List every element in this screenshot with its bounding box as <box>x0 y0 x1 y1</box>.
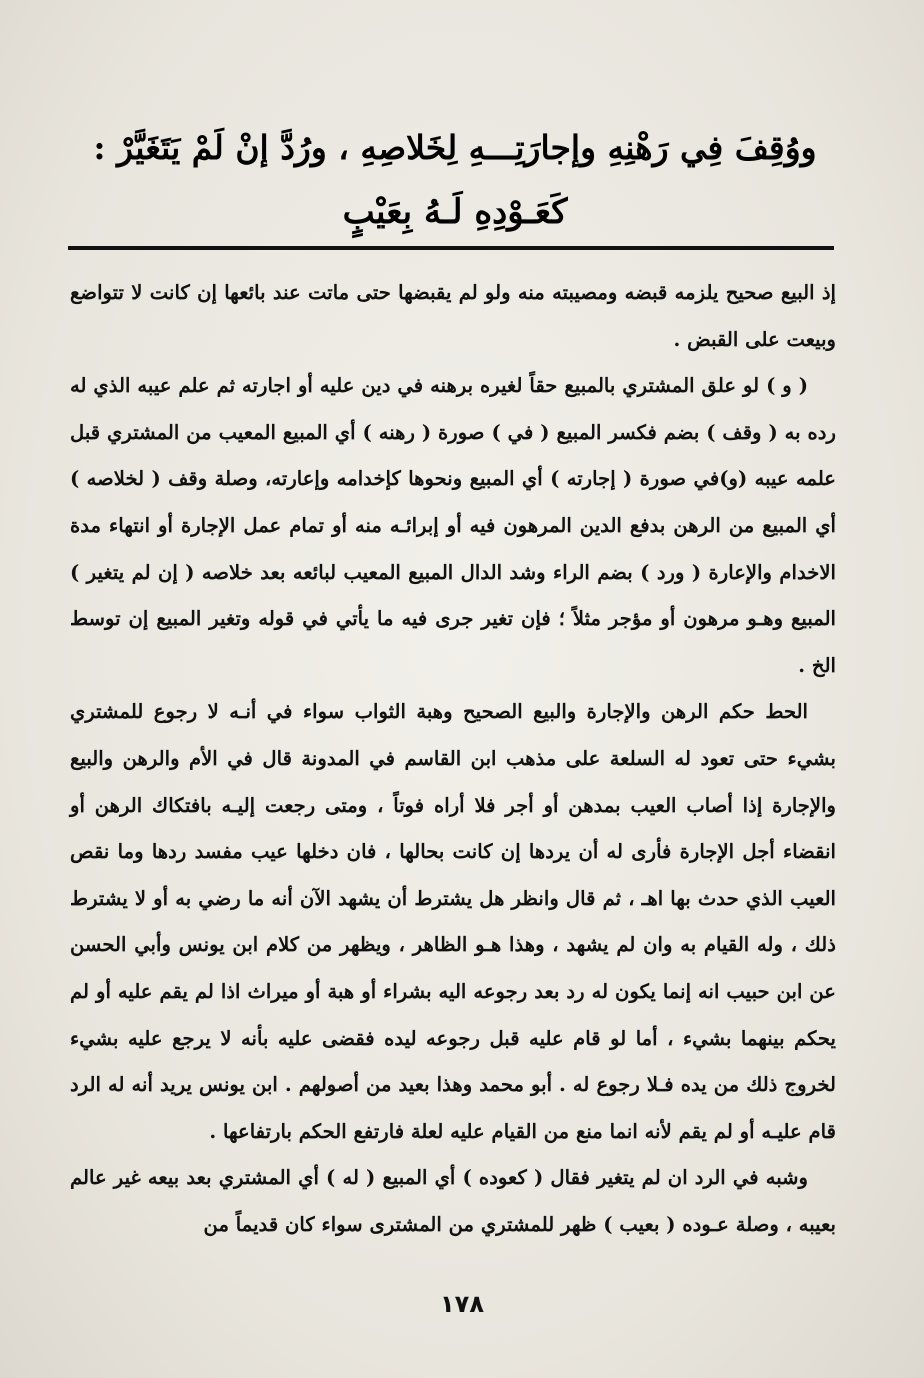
paragraph: إذ البيع صحيح يلزمه قبضه ومصيبته منه ولو لم يقبضها حتى ماتت عند بائعها إن كانت لا تتواضع وبيعت على القبض . <box>70 281 836 351</box>
paragraph: ( و ) لو علق المشتري بالمبيع حقاً لغيره برهنه في دين عليه أو اجارته ثم علم عيبه الذي له رده به ( وقف ) بضم فكسر المبيع ( في ) صورة ( رهنه ) أي المبيع المعيب من المشتري قبل علمه عيبه (و)في صورة ( إجارته ) أي المبيع ونحوها كإخدامه وإعارته، وصلة وقف ( لخلاصه ) أي المبيع من الرهن بدفع الدين المرهون فيه أو إبرائـه منه أو تمام عمل الإجارة أو انتهاء مدة الاخدام والإعارة ( ورد ) بضم الراء وشد الدال المبيع المعيب لبائعه بعد خلاصه ( إن لم يتغير ) المبيع وهـو مرهون أو مؤجر مثلاً ؛ فإن تغير جرى فيه ما يأتي في قوله وتغير المبيع إن توسط الخ . <box>70 374 836 677</box>
verse-line-2: كَعَـوْدِهِ لَـهُ بِعَيْبٍ <box>342 192 568 232</box>
paragraph: وشبه في الرد ان لم يتغير فقال ( كعوده ) أي المبيع ( له ) أي المشتري بعد بيعه غير عالم بعيبه ، وصلة عـوده ( بعيب ) ظهر للمشتري من المشترى سواء كان قديماً من <box>70 1166 836 1236</box>
commentary-text <box>70 270 836 1248</box>
horizontal-rule <box>68 246 834 250</box>
verse-line-1: ووُقِفَ فِي رَهْنِهِ وإجارَتِـــهِ لِخَلاصِهِ ، ورُدَّ إنْ لَمْ يَتَغَيَّرْ : <box>93 128 817 167</box>
page-number: ١٧٨ <box>440 1290 484 1318</box>
paragraph: الحط حكم الرهن والإجارة والبيع الصحيح وهبة الثواب سواء في أنـه لا رجوع للمشتري بشيء حتى تعود له السلعة على مذهب ابن القاسم في المدونة قال في الأم والرهن والبيع والإجارة إذا أصاب العيب بمدهن أو أجر فلا أراه فوتاً ، ومتى رجعت إليـه بافتكاك الرهن أو انقضاء أجل الإجارة فأرى له أن يردها إن كانت بحالها ، فان دخلها عيب مفسد ردها وما نقص العيب الذي حدث بها اهـ ، ثم قال وانظر هل يشترط أن يشهد الآن أنه ما رضي به أو لا يشترط ذلك ، وله القيام به وان لم يشهد ، وهذا هـو الظاهر ، ويظهر من كلام ابن يونس وأبي الحسن عن ابن حبيب انه إنما يكون له رد بعد رجوعه اليه بشراء أو هبة أو ميراث اذا لم يقم عليه أو لم يحكم بينهما بشيء ، أما لو قام عليه قبل رجوعه ليده فقضى عليه بأنه لا يرجع عليه بشيء لخروج ذلك من يده فـلا رجوع له . أبو محمد وهذا بعيد من أصولهم . ابن يونس يريد أنه له الرد قام عليـه أو لم يقم لأنه انما منع من القيام عليه لعلة فارتفع الحكم بارتفاعها . <box>70 700 836 1143</box>
